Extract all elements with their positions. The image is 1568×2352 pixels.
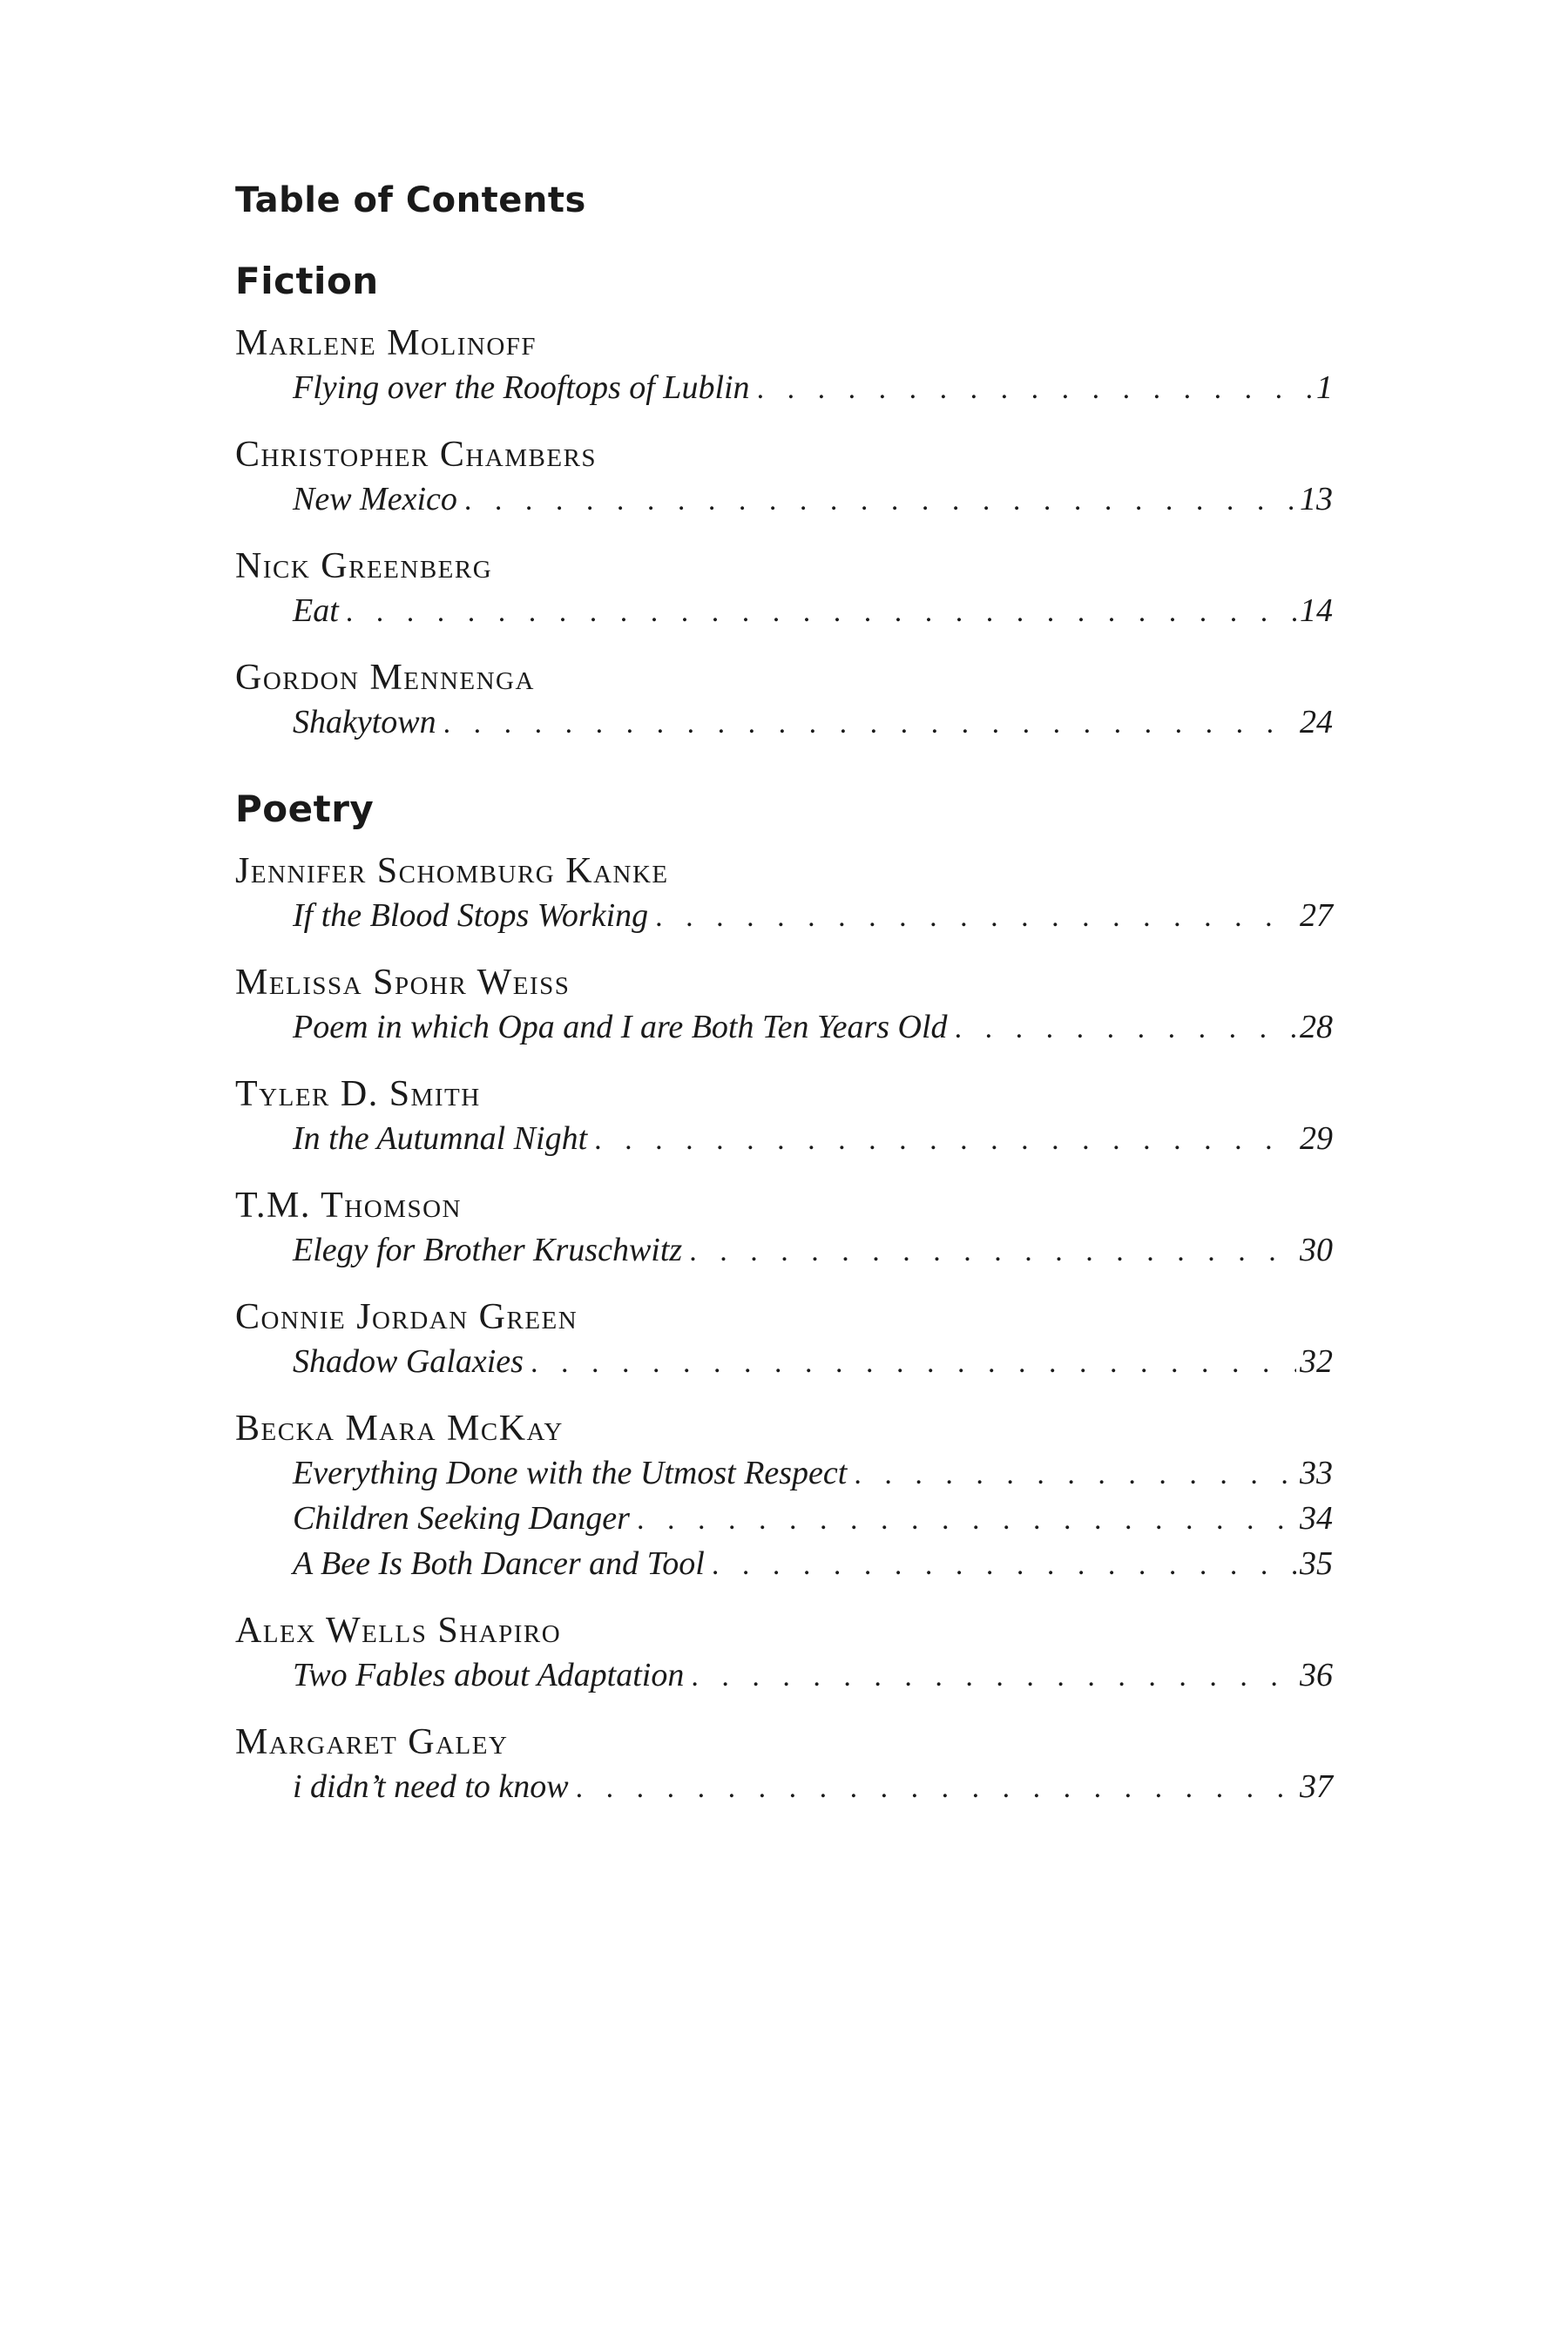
work-title: Two Fables about Adaptation [293,1657,685,1693]
page-number: 34 [1300,1500,1333,1537]
page-number: 36 [1300,1657,1333,1693]
page-number: 29 [1300,1120,1333,1157]
page-number: 30 [1300,1232,1333,1268]
dot-leader [955,1007,1296,1051]
page-number: 33 [1300,1455,1333,1491]
work-line[interactable] [293,1228,1333,1274]
author-name: Gordon Mennenga [235,658,535,698]
work-title: In the Autumnal Night [293,1120,588,1157]
dot-leader [531,1342,1296,1385]
dot-leader [757,368,1313,411]
work-line[interactable] [293,1340,1333,1385]
page-number: 1 [1316,369,1333,406]
work-line[interactable] [293,1451,1333,1497]
section-poetry [235,782,1333,1810]
author-name: Melissa Spohr Weiss [235,963,571,1003]
toc-entry [235,544,1333,634]
page-number: 27 [1300,897,1333,934]
work-line[interactable] [293,1542,1333,1587]
dot-leader [594,1119,1296,1162]
author-name: Margaret Galey [235,1722,509,1762]
toc-entry [235,1294,1333,1385]
work-title: Flying over the Rooftops of Lublin [293,369,750,406]
author-name: Becka Mara McKay [235,1409,564,1449]
author-name: Connie Jordan Green [235,1297,578,1337]
work-title: A Bee Is Both Dancer and Tool [293,1545,705,1582]
section-heading: Fiction [235,260,379,302]
page-number: 28 [1300,1009,1333,1045]
dot-leader [464,479,1296,523]
work-title: Poem in which Opa and I are Both Ten Years Old [293,1009,948,1045]
table-of-contents-page [235,174,1333,1831]
work-line[interactable] [293,477,1333,523]
page-number: 14 [1300,592,1333,629]
toc-entry [235,1608,1333,1699]
dot-leader [443,702,1296,746]
toc-entry [235,1183,1333,1274]
dot-leader [346,591,1296,634]
dot-leader [691,1655,1296,1699]
dot-leader [576,1767,1296,1810]
author-name: Christopher Chambers [235,435,598,475]
toc-entry [235,1406,1333,1587]
work-title: Elegy for Brother Kruschwitz [293,1232,683,1268]
toc-entry [235,1720,1333,1810]
author-name: Alex Wells Shapiro [235,1611,562,1651]
toc-entry [235,1071,1333,1162]
author-name: Nick Greenberg [235,546,493,586]
section-heading: Poetry [235,787,375,830]
work-line[interactable] [293,1653,1333,1699]
work-title: Shadow Galaxies [293,1343,524,1380]
dot-leader [655,896,1296,939]
section-fiction [235,254,1333,746]
toc-entry [235,848,1333,939]
work-line[interactable] [293,1497,1333,1542]
work-title: Eat [293,592,339,629]
page-number: 32 [1300,1343,1333,1380]
work-line[interactable] [293,589,1333,634]
toc-entry [235,321,1333,411]
dot-leader [854,1453,1296,1497]
work-title: New Mexico [293,481,457,517]
work-title: If the Blood Stops Working [293,897,649,934]
page-number: 24 [1300,704,1333,740]
page-number: 13 [1300,481,1333,517]
work-title: Everything Done with the Utmost Respect [293,1455,848,1491]
toc-entry [235,655,1333,746]
toc-entry [235,432,1333,523]
author-name: T.M. Thomson [235,1186,462,1226]
work-line[interactable] [293,700,1333,746]
work-line[interactable] [293,1765,1333,1810]
page-title: Table of Contents [235,180,586,220]
work-line[interactable] [293,1005,1333,1051]
author-name: Tyler D. Smith [235,1074,481,1114]
work-title: Children Seeking Danger [293,1500,630,1537]
dot-leader [712,1544,1296,1587]
page-number: 37 [1300,1768,1333,1805]
work-line[interactable] [293,1117,1333,1162]
page-number: 35 [1300,1545,1333,1582]
toc-entry [235,960,1333,1051]
work-title: i didn’t need to know [293,1768,569,1805]
work-line[interactable] [293,366,1333,411]
dot-leader [689,1230,1296,1274]
author-name: Marlene Molinoff [235,323,537,363]
work-line[interactable] [293,894,1333,939]
author-name: Jennifer Schomburg Kanke [235,851,669,891]
dot-leader [637,1498,1296,1542]
work-title: Shakytown [293,704,436,740]
